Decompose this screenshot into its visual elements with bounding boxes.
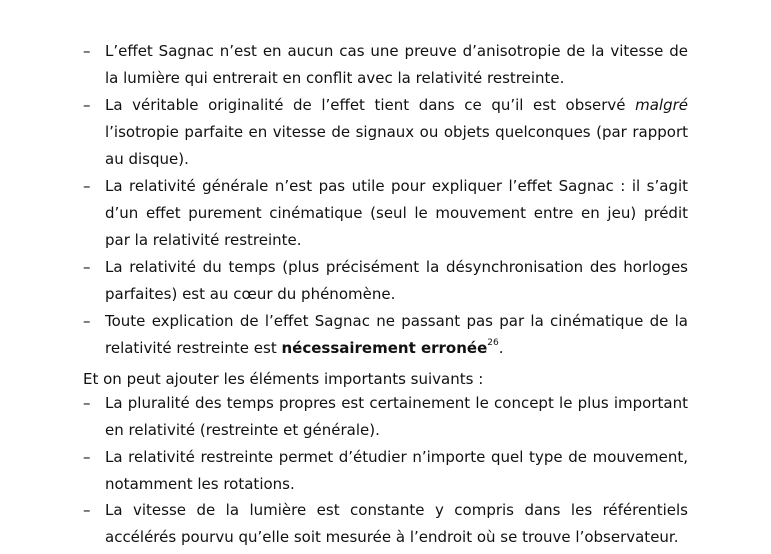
list-dash: – <box>83 312 91 330</box>
text-segment: Toute explication de l’effet Sagnac ne passant pas par la cinématique de la relativité restreinte est <box>105 312 688 357</box>
footnote-reference[interactable]: 26 <box>487 337 499 348</box>
list-item-text: L’effet Sagnac n’est en aucun cas une preuve d’anisotropie de la vitesse de la lumière qui entrerait en conflit avec la relativité restreinte. <box>105 42 688 87</box>
list-item-text <box>105 312 688 357</box>
list-dash: – <box>83 501 91 519</box>
intro-paragraph: Et on peut ajouter les éléments importants suivants : <box>83 370 484 388</box>
list-item <box>0 38 688 92</box>
list-dash: – <box>83 448 91 466</box>
bold-phrase: nécessairement erronée <box>281 338 488 357</box>
list-item <box>0 308 688 362</box>
emphasized-word: malgré <box>635 96 688 114</box>
list-item-text: La relativité restreinte permet d’étudier n’importe quel type de mouvement, notamment les rotations. <box>105 448 688 493</box>
list-item <box>0 254 688 308</box>
list-item-text: La relativité du temps (plus précisément la désynchronisation des horloges parfaites) est au cœur du phénomène. <box>105 258 688 303</box>
list-item-text: La relativité générale n’est pas utile pour expliquer l’effet Sagnac : il s’agit d’un effet purement cinématique (seul le mouvement entre en jeu) prédit par la relativité restreinte. <box>105 177 688 249</box>
list-item <box>0 497 688 551</box>
list-dash: – <box>83 394 91 412</box>
list-dash: – <box>83 177 91 195</box>
list-dash: – <box>83 42 91 60</box>
list-item-text: La vitesse de la lumière est constante y compris dans les référentiels accélérés pourvu qu’elle soit mesurée à l’endroit où se trouve l’observateur. <box>105 501 688 546</box>
text-segment: l’isotropie parfaite en vitesse de signaux ou objets quelconques (par rapport au disque). <box>105 122 688 168</box>
list-item <box>0 173 688 253</box>
list-item <box>0 444 688 498</box>
list-dash: – <box>83 96 91 114</box>
list-item <box>0 92 688 172</box>
list-dash: – <box>83 258 91 276</box>
text-segment: . <box>498 338 504 357</box>
list-item <box>0 390 688 444</box>
list-item-text <box>105 96 688 168</box>
text-segment: La véritable originalité de l’effet tient dans ce qu’il est observé <box>105 96 636 114</box>
list-item-text: La pluralité des temps propres est certainement le concept le plus important en relativité (restreinte et générale). <box>105 394 688 439</box>
